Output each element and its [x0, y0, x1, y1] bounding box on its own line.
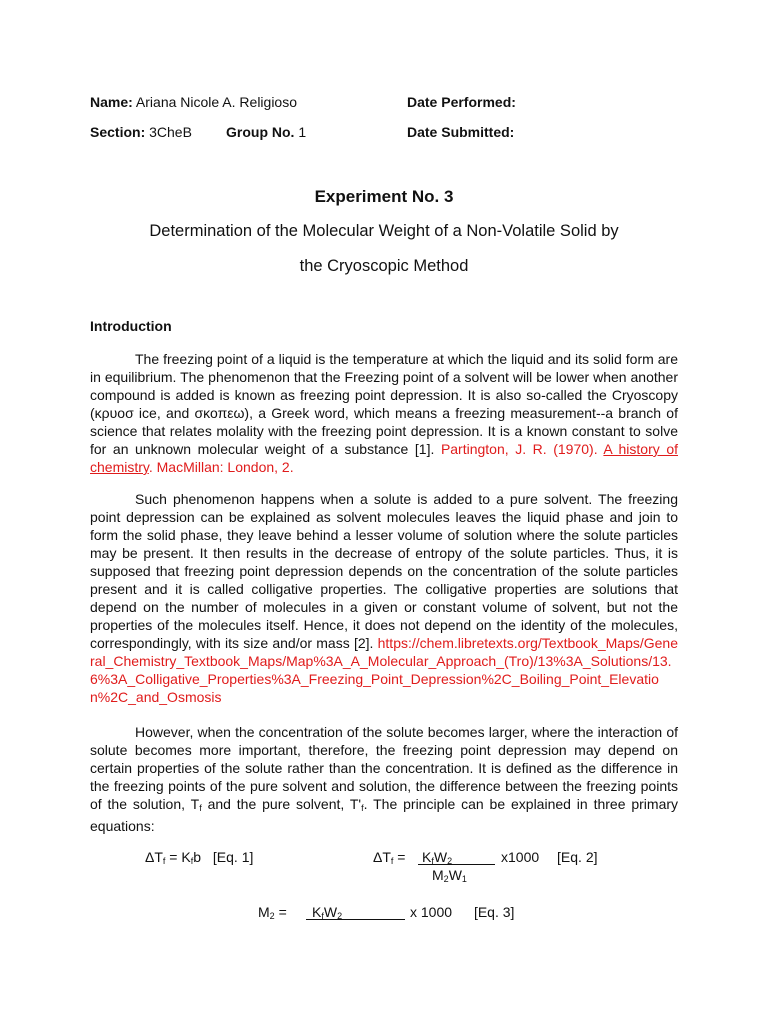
equation-2-lhs	[373, 848, 406, 870]
eq3-equals: =	[274, 904, 287, 920]
eq1-equals-k: = K	[165, 849, 191, 865]
tf-subscript: f	[199, 803, 202, 813]
eq2-num-k-subscript: f	[431, 856, 434, 866]
name-value: Ariana Nicole A. Religioso	[135, 94, 298, 110]
eq2-x1000: x1000	[501, 849, 540, 865]
reference-1-author: Partington, J. R. (1970).	[440, 441, 604, 457]
eq2-equals: =	[393, 849, 406, 865]
paragraph-3-mid: and the pure solvent, T'	[201, 796, 362, 812]
tf-prime-subscript: f	[361, 803, 364, 813]
eq3-x1000: x 1000	[410, 904, 453, 920]
eq1-b: b	[193, 849, 202, 865]
eq1-tag: [Eq. 1]	[212, 849, 254, 865]
group-row	[226, 123, 306, 141]
eq2-tag: [Eq. 2]	[557, 849, 598, 865]
name-row	[90, 93, 297, 111]
section-label: Section:	[90, 124, 146, 140]
eq1-delta-t: ΔT	[145, 849, 163, 865]
eq2-num-k: K	[422, 849, 432, 865]
eq3-num-w: W	[323, 904, 338, 920]
eq2-lhs-subscript: f	[390, 856, 394, 866]
eq2-den-w: W	[448, 867, 462, 883]
equation-1	[145, 848, 253, 870]
intro-paragraph-2	[90, 490, 678, 706]
eq2-delta-t: ΔT	[373, 849, 391, 865]
eq3-m-subscript: 2	[269, 911, 275, 921]
section-row	[90, 123, 192, 141]
eq3-num-w-subscript: 2	[337, 911, 343, 921]
reference-1-publisher: . MacMillan: London, 2.	[148, 459, 294, 475]
eq2-den-m: M	[432, 867, 444, 883]
eq3-num-k: K	[312, 904, 322, 920]
experiment-subtitle-line1: Determination of the Molecular Weight of a Non-Volatile Solid by	[149, 222, 619, 240]
reference-1-link[interactable]: A history of chemistry	[90, 441, 678, 475]
group-value: 1	[298, 124, 307, 140]
intro-paragraph-1	[90, 350, 678, 476]
paragraph-2-text: Such phenomenon happens when a solute is added to a pure solvent. The freezing point depression can be explained as solvent molecules leaves the liquid phase and join to form the solid phase, they leave behind a lesser volume of solution where the solute particles may be present. It then results in the decrease of entropy of the solute particles. Thus, it is supposed that freezing point depression depends on the concentration of the solute particles present and it is called colligative properties. The colligative properties are solutions that depend on the number of molecules in a given or constant volume of solvent, but not the properties of the molecules itself. Hence, it does not depend on the identity of the molecules, correspondingly, with its size and/or mass [2].	[90, 491, 678, 651]
date-performed-label: Date Performed:	[407, 94, 516, 110]
eq1-k-subscript: f	[190, 856, 194, 866]
eq2-num-w-subscript: 2	[447, 856, 453, 866]
name-label: Name:	[90, 94, 133, 110]
equation-2-multiplier	[501, 848, 598, 866]
date-submitted-label: Date Submitted:	[407, 124, 515, 140]
eq2-den-m-subscript: 2	[443, 874, 449, 884]
equation-3-lhs	[258, 903, 287, 925]
eq2-num-w: W	[433, 849, 448, 865]
experiment-title: Experiment No. 3	[314, 187, 454, 206]
eq3-tag: [Eq. 3]	[473, 904, 515, 920]
equation-3-numerator	[306, 903, 405, 920]
eq3-num-k-subscript: f	[321, 911, 324, 921]
intro-paragraph-3	[90, 723, 678, 835]
paragraph-3-end: . The principle can be explained in three primary equations:	[90, 796, 679, 834]
eq3-m: M	[258, 904, 270, 920]
equation-2-denominator	[432, 866, 467, 888]
equation-2-numerator	[418, 848, 495, 865]
paragraph-1-text: The freezing point of a liquid is the temperature at which the liquid and its solid form are in equilibrium. The phenomenon that the Freezing point of a solvent will be lower when another compound is added is known as freezing point depression. It is also so-called the Cryoscopy (κρυοσ ice, and σκοπεω), a Greek word, which means a freezing measurement--a branch of science that relates molality with the freezing point depression. It is a known constant to solve for an unknown molecular weight of a substance [1].	[90, 351, 678, 457]
paragraph-3-text: However, when the concentration of the solute becomes larger, where the interaction of solute becomes more important, therefore, the freezing point depression may depend on certain properties of the solute rather than the concentration. It is defined as the difference in the freezing points of the pure solvent and solution, the difference between the freezing points of the solution, T	[90, 724, 678, 812]
reference-2-url[interactable]: https://chem.libretexts.org/Textbook_Maps/General_Chemistry_Textbook_Maps/Map%3A_A_Molecular_Approach_(Tro)/13%3A_Solutions/13.6%3A_Colligative_Properties%3A_Freezing_Point_Depression%2C_Boiling_Point_Elevation%2C_and_Osmosis	[90, 635, 678, 705]
eq1-lhs-subscript: f	[162, 856, 166, 866]
introduction-heading: Introduction	[90, 318, 172, 334]
eq2-den-w-subscript: 1	[461, 874, 467, 884]
section-value: 3CheB	[149, 124, 192, 140]
group-label: Group No.	[226, 124, 295, 140]
experiment-subtitle-line2: the Cryoscopic Method	[299, 257, 469, 275]
equation-3-multiplier	[410, 903, 514, 921]
